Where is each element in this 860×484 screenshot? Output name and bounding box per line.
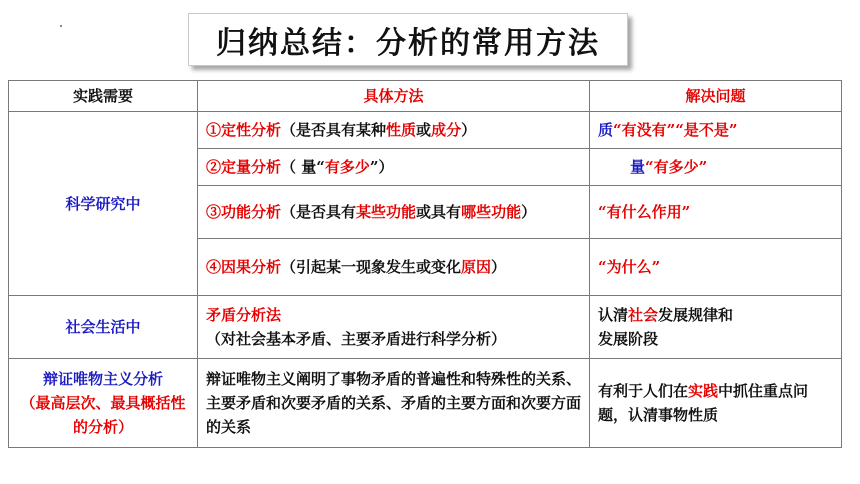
method-contradiction: 矛盾分析法（对社会基本矛盾、主要矛盾进行科学分析） bbox=[198, 296, 590, 359]
method-functional: ③功能分析（是否具有某些功能或具有哪些功能） bbox=[198, 186, 590, 239]
solve-functional: “有什么作用” bbox=[590, 186, 842, 239]
table-row bbox=[9, 296, 842, 359]
method-causal: ④因果分析（引起某一现象发生或变化原因） bbox=[198, 239, 590, 296]
solve-society: 认清社会发展规律和 发展阶段 bbox=[590, 296, 842, 359]
title-box bbox=[188, 13, 628, 66]
science-research-label: 科学研究中 bbox=[9, 112, 198, 296]
method-dialectic: 辩证唯物主义阐明了事物矛盾的普遍性和特殊性的关系、主要矛盾和次要矛盾的关系、矛盾的主要方面和次要方面的关系 bbox=[198, 359, 590, 448]
header-practice-need: 实践需要 bbox=[9, 81, 198, 112]
header-method: 具体方法 bbox=[198, 81, 590, 112]
table-row bbox=[9, 359, 842, 448]
analysis-methods-table bbox=[8, 80, 842, 448]
table-row bbox=[9, 112, 842, 149]
solve-quantitative: 量“有多少” bbox=[590, 149, 842, 186]
solve-dialectic: 有利于人们在实践中抓住重点问题，认清事物性质 bbox=[590, 359, 842, 448]
solve-causal: “为什么” bbox=[590, 239, 842, 296]
social-life-label: 社会生活中 bbox=[9, 296, 198, 359]
header-solve-problem: 解决问题 bbox=[590, 81, 842, 112]
method-qualitative: ①定性分析（是否具有某种性质或成分） bbox=[198, 112, 590, 149]
method-quantitative: ②定量分析（ 量“有多少”） bbox=[198, 149, 590, 186]
page-title: 归纳总结：分析的常用方法 bbox=[216, 25, 600, 61]
solve-qualitative: 质“有没有”“是不是” bbox=[590, 112, 842, 149]
table-header-row bbox=[9, 81, 842, 112]
dialectic-label: 辩证唯物主义分析 （最高层次、最具概括性的分析） bbox=[9, 359, 198, 448]
stray-dot bbox=[60, 25, 62, 27]
